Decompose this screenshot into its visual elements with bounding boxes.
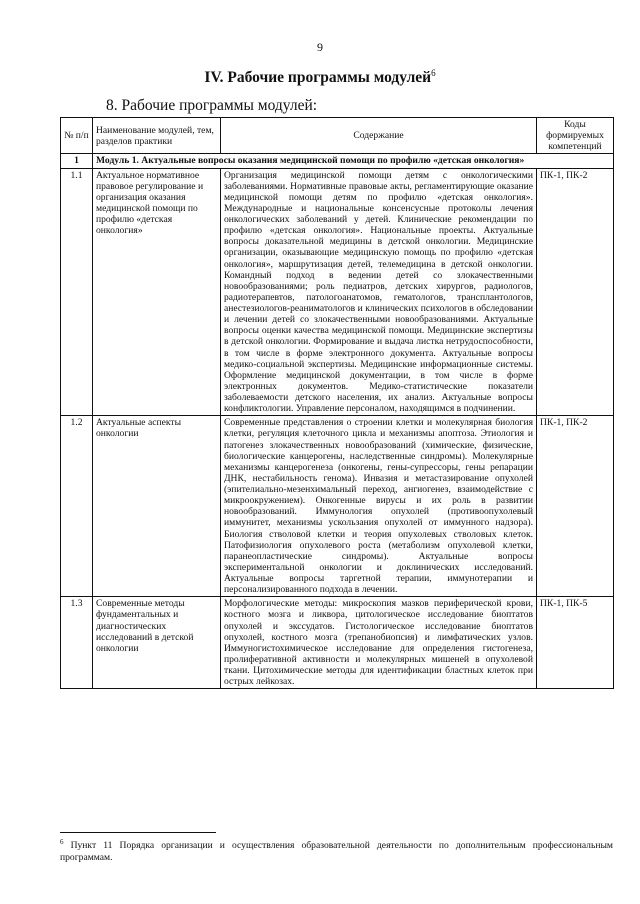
row-codes: ПК-1, ПК-5 (537, 597, 614, 689)
row-name: Актуальные аспекты онкологии (93, 416, 221, 597)
row-codes: ПК-1, ПК-2 (537, 168, 614, 416)
modules-table (60, 117, 614, 689)
footnote-text: Пункт 11 Порядка организации и осуществления образовательной деятельности по дополнительным профессиональным программам. (60, 840, 613, 864)
footnote-marker: 6 (60, 838, 64, 846)
header-name: Наименование модулей, тем, разделов практики (93, 118, 221, 154)
row-name: Актуальное нормативное правовое регулирование и организация оказания медицинской помощи по профилю «детская онкология» (93, 168, 221, 416)
row-content: Морфологические методы: микроскопия мазков периферической крови, костного мозга и ликвора, цитологическое исследование биоптатов опухолей и экссудатов. Гистологическое исследование биоптатов опухолей, костного мозга (трепанобиопсия) и лимфатических узлов. Иммуногистохимическое исследование для определения гистогенеза, пролиферативной активности и молекулярных мишеней в опухолевой ткани. Цитохимические методы для идентификации бластных клеток при острых лейкозах. (221, 597, 537, 689)
module-title: Модуль 1. Актуальные вопросы оказания медицинской помощи по профилю «детская онкология» (93, 154, 614, 168)
section-title (0, 68, 640, 87)
row-num: 1.3 (61, 597, 93, 689)
row-num: 1.1 (61, 168, 93, 416)
module-num: 1 (61, 154, 93, 168)
footnote-separator (60, 832, 216, 833)
module-row (61, 154, 614, 168)
section-title-text: IV. Рабочие программы модулей (204, 69, 432, 87)
row-content: Современные представления о строении клетки и молекулярная биология клетки, регуляция клеточного цикла и механизмы апоптоза. Этиология и патогенез злокачественных новообразований (химические, физические, биологические канцерогены, наследственные синдромы). Молекулярные механизмы канцерогенеза (онкогены, гены-супрессоры, гены репарации ДНК, нестабильность генома). Инвазия и метастазирование опухолей (эпителиально-мезенхимальный переход, ангиогенез, взаимодействие с микроокружением). Онкогенные вирусы и их роль в развитии новообразований. Иммунология опухолей (противоопухолевый иммунитет, механизмы ускользания опухолей от иммунного надзора). Биология стволовой клетки и теория опухолевых стволовых клеток. Патофизиология опухолевого роста (метаболизм опухолевой клетки, паранеопластические синдромы). Актуальные вопросы экспериментальной онкологии и доклинических исследований. Актуальные вопросы таргетной терапии, иммунотерапии и персонализированного подхода в лечении. (221, 416, 537, 597)
header-content: Содержание (221, 118, 537, 154)
table-header-row (61, 118, 614, 154)
subsection-title: 8. Рабочие программы модулей: (106, 97, 318, 114)
header-codes: Коды формируемых компетенций (537, 118, 614, 154)
footnote (60, 838, 613, 864)
table-row (61, 597, 614, 689)
row-name: Современные методы фундаментальных и диагностических исследований в детской онкологии (93, 597, 221, 689)
header-num: № п/п (61, 118, 93, 154)
page-number: 9 (317, 40, 323, 54)
row-num: 1.2 (61, 416, 93, 597)
table-row (61, 168, 614, 416)
table-row (61, 416, 614, 597)
row-content: Организация медицинской помощи детям с онкологическими заболеваниями. Нормативные правовые акты, регламентирующие оказание медицинской помощи детям по профилю «детская онкология». Международные и национальные консенсусные протоколы лечения онкологических заболеваний у детей. Клинические рекомендации по профилю «детская онкология». Национальные проекты. Актуальные вопросы доказательной медицины в детской онкологии. Медицинские организации, оказывающие медицинскую помощь по профилю «детская онкология», маршрутизация детей, телемедицина в детской онкологии. Командный подход в ведении детей со злокачественными новообразованиями; роль педиатров, детских хирургов, радиологов, радиотерапевтов, патологоанатомов, гематологов, трансплантологов, анестезиологов-реаниматологов и клинических психологов в обследовании и лечении детей со злокачественными новообразованиями. Актуальные вопросы оценки качества медицинской помощи. Медицинские экспертизы в детской онкологии. Формирование и выдача листка нетрудоспособности, в том числе в форме электронного документа. Актуальные вопросы медико-социальной экспертизы. Медицинские информационные системы. Оформление медицинской документации, в том числе в форме электронных документов. Медико-статистические показатели заболеваемости детского населения, их анализ. Актуальные вопросы конфликтологии. Управление персоналом, находящимся в подчинении. (221, 168, 537, 416)
footnote-ref: 6 (431, 68, 436, 78)
row-codes: ПК-1, ПК-2 (537, 416, 614, 597)
